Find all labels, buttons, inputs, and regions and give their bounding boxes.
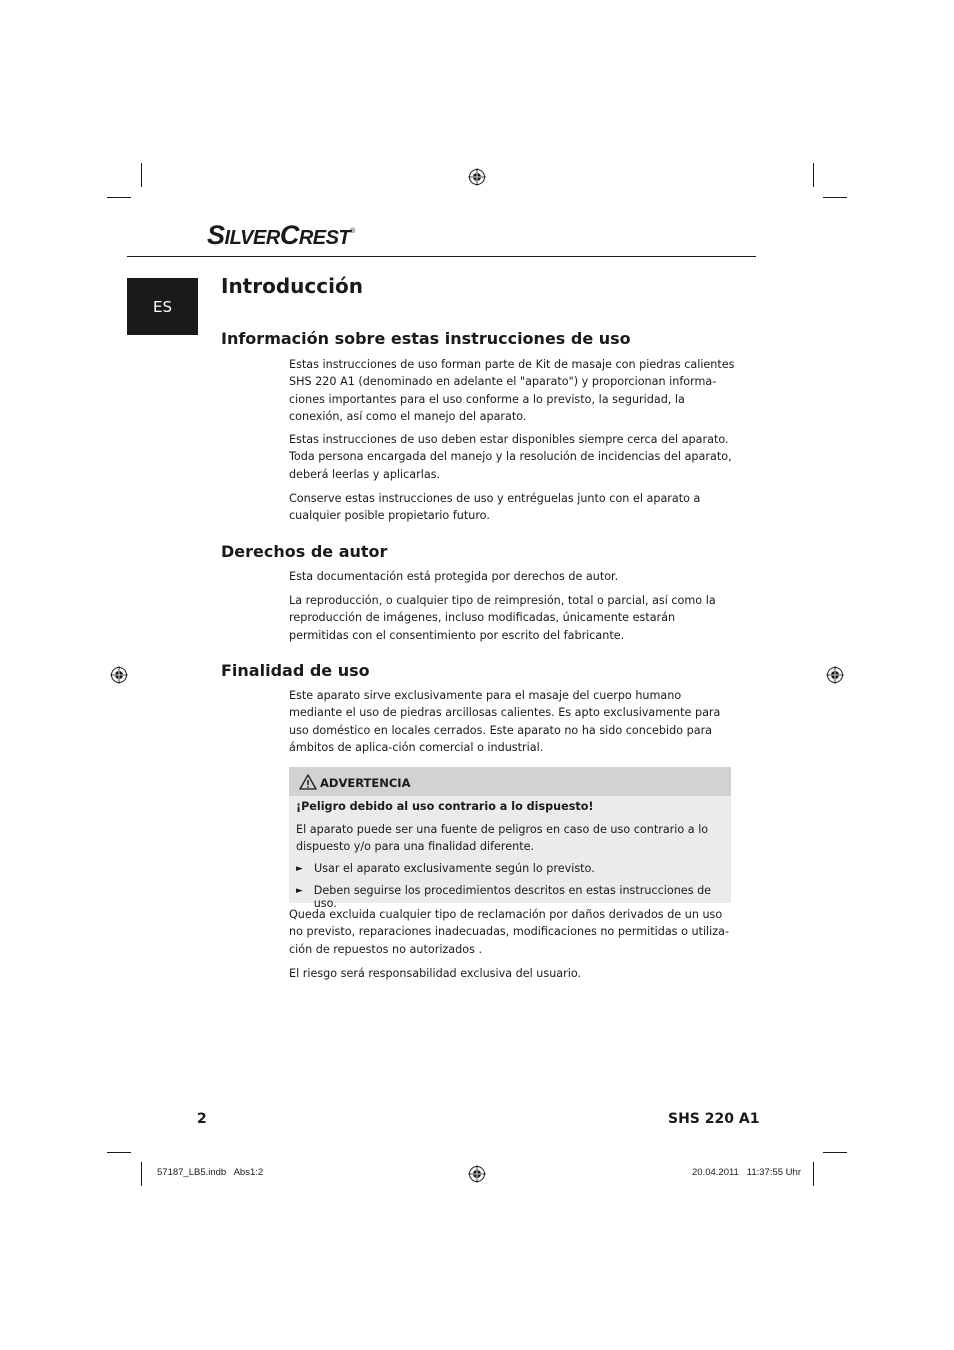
- page-number: 2: [197, 1111, 207, 1127]
- brand-logo: SILVERCREST®: [207, 220, 355, 250]
- bullet-text: Usar el aparato exclusivamente según lo previsto.: [314, 862, 595, 875]
- section-heading-copyright: Derechos de autor: [221, 542, 388, 561]
- paragraph: Conserve estas instrucciones de uso y entréguelas junto con el aparato a cualquier posible propietario futuro.: [289, 492, 701, 523]
- bullet-arrow-icon: ►: [296, 886, 303, 896]
- paragraph: Esta documentación está protegida por derechos de autor.: [289, 570, 619, 583]
- list-item: [296, 862, 595, 875]
- print-slug-file: 57187_LB5.indb Abs1:2: [157, 1167, 264, 1178]
- paragraph: Estas instrucciones de uso deben estar disponibles siempre cerca del aparato. Toda persona encargada del manejo y la resolución de incidencias del aparato, deberá leerlas y aplicarlas.: [289, 433, 732, 481]
- crop-mark: [107, 1152, 131, 1153]
- crop-mark: [107, 197, 131, 198]
- paragraph: El riesgo será responsabilidad exclusiva del usuario.: [289, 967, 582, 980]
- crop-mark: [823, 197, 847, 198]
- warning-triangle-icon: [299, 774, 317, 790]
- crop-mark: [813, 1162, 814, 1186]
- paragraph: La reproducción, o cualquier tipo de reimpresión, total o parcial, así como la reproducción de imágenes, incluso modificadas, únicamente estarán permitidas con el consentimiento por escrito del fabricante.: [289, 594, 716, 642]
- registration-mark-icon: [826, 666, 844, 684]
- warning-text: El aparato puede ser una fuente de peligros en caso de uso contrario a lo dispuesto y/o para una finalidad diferente.: [296, 823, 709, 854]
- crop-mark: [141, 1162, 142, 1186]
- page-title: Introducción: [221, 274, 363, 298]
- warning-header: [289, 767, 731, 796]
- paragraph: Este aparato sirve exclusivamente para el masaje del cuerpo humano mediante el uso de piedras arcillosas calientes. Es apto exclusivamente para uso doméstico en locales cerrados. Este aparato no ha sido concebido para ámbitos de aplica-ción comercial o industrial.: [289, 689, 721, 755]
- section-heading-purpose: Finalidad de uso: [221, 661, 370, 680]
- crop-mark: [813, 163, 814, 187]
- warning-label: ADVERTENCIA: [320, 776, 411, 790]
- section-heading-info: Información sobre estas instrucciones de uso: [221, 329, 631, 348]
- registration-mark-icon: [468, 168, 486, 186]
- header-rule: [127, 256, 756, 257]
- registration-mark-icon: [468, 1165, 486, 1183]
- bullet-text: Deben seguirse los procedimientos descritos en estas instrucciones de uso.: [313, 884, 712, 910]
- print-slug-date: 20.04.2011 11:37:55 Uhr: [692, 1167, 801, 1178]
- warning-title: ¡Peligro debido al uso contrario a lo dispuesto!: [296, 800, 594, 813]
- crop-mark: [141, 163, 142, 187]
- registration-mark-icon: [110, 666, 128, 684]
- paragraph: Queda excluida cualquier tipo de reclamación por daños derivados de un uso no previsto, reparaciones inadecuadas, modificaciones no permitidas o utiliza-ción de repuestos no autorizados .: [289, 908, 730, 956]
- bullet-arrow-icon: ►: [296, 864, 303, 874]
- warning-box: [289, 767, 731, 910]
- crop-mark: [823, 1152, 847, 1153]
- model-number: SHS 220 A1: [668, 1111, 760, 1127]
- language-tab: ES: [127, 278, 198, 335]
- paragraph: Estas instrucciones de uso forman parte de Kit de masaje con piedras calientes SHS 220 A1 (denominado en adelante el "aparato") y proporcionan informa-ciones importantes para el uso conforme a lo previsto, la seguridad, la conexión, así como el manejo del aparato.: [289, 358, 735, 424]
